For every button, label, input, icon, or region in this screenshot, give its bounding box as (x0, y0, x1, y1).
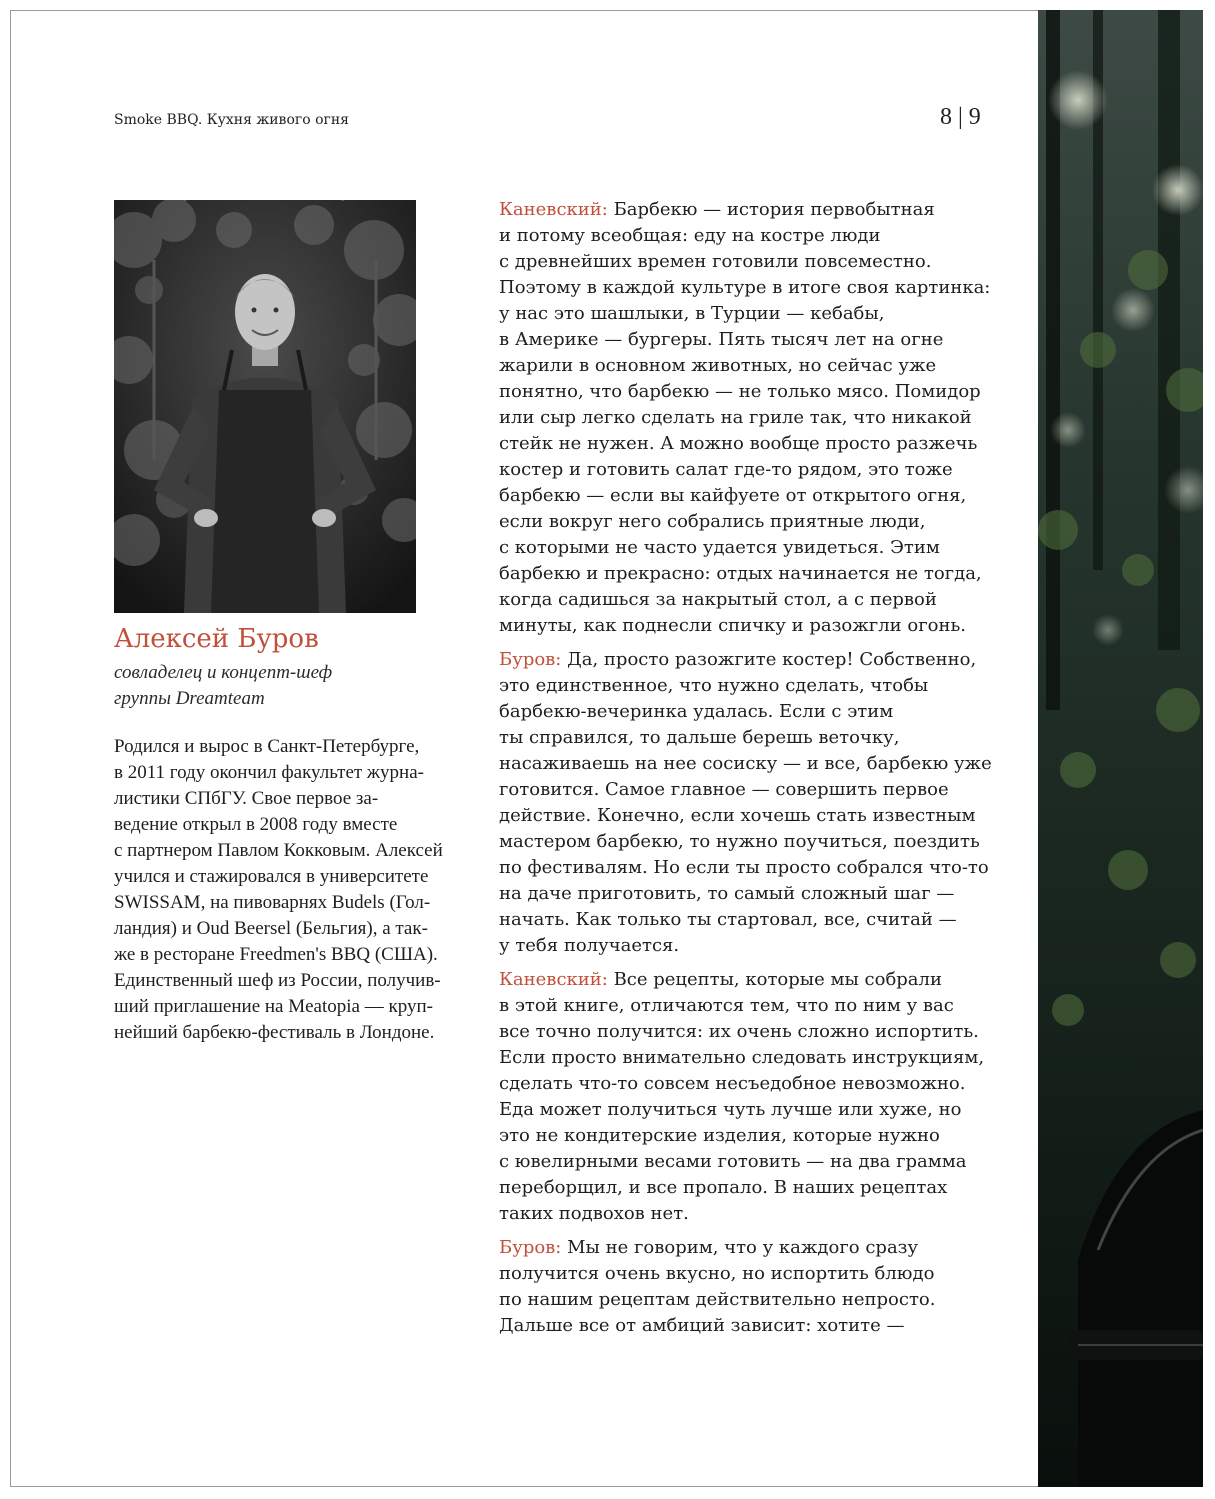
dialogue-line: жарили в основном животных, но сейчас уже (499, 355, 937, 376)
dialogue-line: по фестивалям. Но если ты просто собрался что-то (499, 857, 989, 878)
dialogue-first-line (499, 647, 1014, 673)
dialogue-line: все точно получится: их очень сложно испортить. (499, 1021, 979, 1042)
dialogue-paragraph (499, 1235, 1014, 1339)
dialogue-paragraph (499, 647, 1014, 959)
dialogue-line: Если просто внимательно следовать инструкциям, (499, 1047, 985, 1068)
dialogue-line: барбекю-вечеринка удалась. Если с этим (499, 701, 894, 722)
speaker-name: Буров: (499, 649, 562, 670)
dialogue-line: это не кондитерские изделия, которые нужно (499, 1125, 940, 1146)
dialogue-first-line (499, 197, 1014, 223)
dialogue-line: по нашим рецептам действительно непросто. (499, 1289, 936, 1310)
dialogue-line: готовится. Самое главное — совершить первое (499, 779, 949, 800)
dialogue-line: когда садишься за накрытый стол, а с первой (499, 589, 937, 610)
chef-biography (114, 734, 484, 1046)
dialogue-line: костер и готовить салат где-то рядом, это тоже (499, 459, 953, 480)
chef-role-line: совладелец и концепт-шеф (114, 662, 333, 683)
dialogue-text: Все рецепты, которые мы собрали (607, 969, 942, 990)
dialogue-line: сделать что-то совсем несъедобное невозможно. (499, 1073, 966, 1094)
biography-line: Родился и вырос в Санкт-Петербурге, (114, 736, 420, 757)
dialogue-line: понятно, что барбекю — не только мясо. Помидор (499, 381, 981, 402)
speaker-name: Буров: (499, 1237, 562, 1258)
dialogue-paragraph (499, 967, 1014, 1227)
dialogue-text: Мы не говорим, что у каждого сразу (561, 1237, 919, 1258)
dialogue-line: с ювелирными весами готовить — на два грамма (499, 1151, 967, 1172)
speaker-name: Каневский: (499, 969, 608, 990)
page-numbers: 8 | 9 (940, 104, 981, 130)
dialogue-line: у нас это шашлыки, в Турции — кебабы, (499, 303, 885, 324)
dialogue-line: насаживаешь на нее сосиску — и все, барбекю уже (499, 753, 992, 774)
speaker-name: Каневский: (499, 199, 608, 220)
dialogue-line: в Америке — бургеры. Пять тысяч лет на огне (499, 329, 944, 350)
dialogue-line: начать. Как только ты стартовал, все, считай — (499, 909, 957, 930)
chef-role (114, 660, 474, 712)
dialogue-line: если вокруг него собрались приятные люди, (499, 511, 926, 532)
biography-line: SWISSAM, на пивоварнях Budels (Гол- (114, 892, 431, 913)
dialogue-line: Поэтому в каждой культуре в итоге своя картинка: (499, 277, 991, 298)
dialogue-line: мастером барбекю, то нужно поучиться, поездить (499, 831, 980, 852)
biography-line: ландия) и Oud Beersel (Бельгия), а так- (114, 918, 428, 939)
book-title: Smoke BBQ. Кухня живого огня (114, 112, 350, 128)
dialogue-line: с древнейших времен готовили повсеместно. (499, 251, 932, 272)
biography-line: листики СПбГУ. Свое первое за- (114, 788, 379, 809)
dialogue-line: барбекю — если вы кайфуете от открытого огня, (499, 485, 967, 506)
dialogue-first-line (499, 967, 1014, 993)
dialogue-line: Дальше все от амбиций зависит: хотите — (499, 1315, 905, 1336)
biography-line: в 2011 году окончил факультет журна- (114, 762, 424, 783)
dialogue-line: минуты, как поднесли спичку и разожгли огонь. (499, 615, 966, 636)
biography-line: ведение открыл в 2008 году вместе (114, 814, 398, 835)
dialogue-line: действие. Конечно, если хочешь стать известным (499, 805, 976, 826)
dialogue-line: барбекю и прекрасно: отдых начинается не тогда, (499, 563, 982, 584)
dialogue-line: стейк не нужен. А можно вообще просто разжечь (499, 433, 978, 454)
dialogue-text: Барбекю — история первобытная (607, 199, 935, 220)
dialogue-line: с которыми не часто удается увидеться. Этим (499, 537, 940, 558)
biography-line: ший приглашение на Meatopia — круп- (114, 996, 433, 1017)
biography-line: с партнером Павлом Кокковым. Алексей (114, 840, 443, 861)
biography-line: нейший барбекю-фестиваль в Лондоне. (114, 1022, 435, 1043)
dialogue-line: ты справился, то дальше берешь веточку, (499, 727, 900, 748)
chef-role-line: группы Dreamteam (114, 688, 265, 709)
biography-line: же в ресторане Freedmen's BBQ (США). (114, 944, 438, 965)
chef-name: Алексей Буров (114, 624, 319, 654)
dialogue-line: это единственное, что нужно сделать, чтобы (499, 675, 929, 696)
dialogue-paragraph (499, 197, 1014, 639)
biography-line: учился и стажировался в университете (114, 866, 429, 887)
dialogue-line: или сыр легко сделать на гриле так, что никакой (499, 407, 972, 428)
dialogue-line: получится очень вкусно, но испортить блюдо (499, 1263, 935, 1284)
dialogue-line: в этой книге, отличаются тем, что по ним у вас (499, 995, 954, 1016)
dialogue-line: и потому всеобщая: еду на костре люди (499, 225, 881, 246)
grill-forest-photo (1038, 10, 1203, 1487)
dialogue-text: Да, просто разожгите костер! Собственно, (561, 649, 977, 670)
biography-line: Единственный шеф из России, получив- (114, 970, 441, 991)
dialogue-line: на даче приготовить, то самый сложный шаг — (499, 883, 955, 904)
dialogue-line: таких подвохов нет. (499, 1203, 689, 1224)
dialogue-line: у тебя получается. (499, 935, 680, 956)
interview-dialogue (499, 197, 1014, 1347)
dialogue-line: Еда может получиться чуть лучше или хуже, но (499, 1099, 962, 1120)
dialogue-line: переборщил, и все пропало. В наших рецептах (499, 1177, 948, 1198)
chef-portrait (114, 200, 416, 613)
dialogue-first-line (499, 1235, 1014, 1261)
